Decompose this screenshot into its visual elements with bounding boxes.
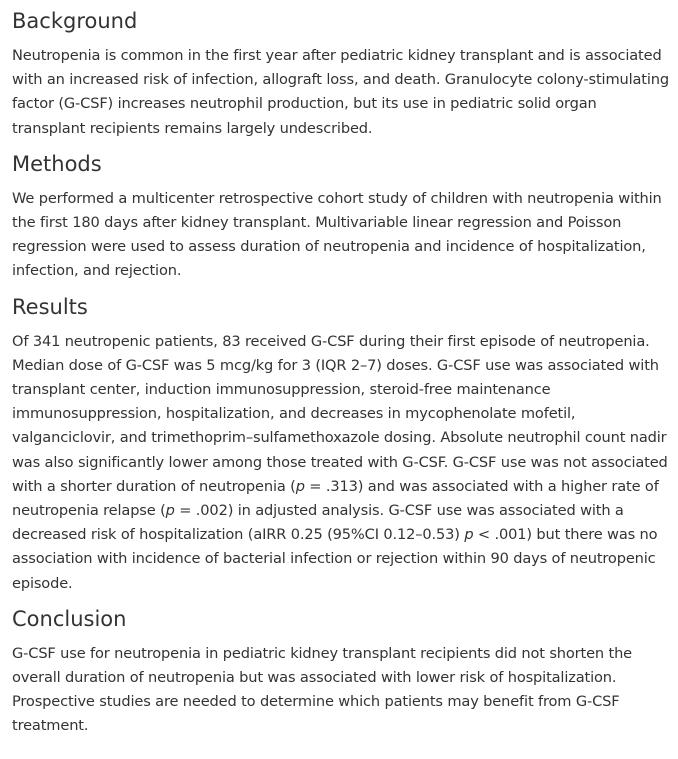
results-text-part-3: = .002) in adjusted analysis. G-CSF use was associated with a decreased risk of hospitalization (aIRR 0.25 (95%CI 0.12–0.53) xyxy=(12,502,624,544)
results-heading: Results xyxy=(12,294,88,319)
results-text-part-1: Of 341 neutropenic patients, 83 received G-CSF during their first episode of neutropenia. Median dose of G-CSF was 5 mcg/kg for 3 (IQR 2–7) doses. G-CSF use was associated with transplant center, induction immunosuppression, steroid-free maintenance immunosuppression, hospitalization, and decreases in mycophenolate mofetil, valganciclovir, and trimethoprim–sulfamethoxazole dosing. Absolute neutrophil count nadir was also significantly lower among those treated with G-CSF. G-CSF use was not associated with a shorter duration of neutropenia ( xyxy=(12,332,668,495)
methods-text: We performed a multicenter retrospective cohort study of children with neutropenia within the first 180 days after kidney transplant. Multivariable linear regression and Poisson regression were used to assess duration of neutropenia and incidence of hospitalization, infection, and rejection. xyxy=(12,189,662,280)
results-text xyxy=(12,330,672,596)
conclusion-section xyxy=(12,604,672,739)
p-value-symbol: p xyxy=(165,502,175,520)
p-value-symbol: p xyxy=(295,477,305,495)
background-section xyxy=(12,6,672,141)
background-text: Neutropenia is common in the first year after pediatric kidney transplant and is associated with an increased risk of infection, allograft loss, and death. Granulocyte colony-stimulating factor (G-CSF) increases neutrophil production, but its use in pediatric solid organ transplant recipients remains largely undescribed. xyxy=(12,47,669,137)
background-heading: Background xyxy=(12,9,138,33)
results-text-part-2: = .313) and was associated with a higher rate of neutropenia relapse ( xyxy=(12,477,659,520)
conclusion-text: G-CSF use for neutropenia in pediatric kidney transplant recipients did not shorten the overall duration of neutropenia but was associated with lower risk of hospitalization. Prospective studies are needed to determine which patients may benefit from G-CSF treatment. xyxy=(12,644,632,735)
methods-heading: Methods xyxy=(12,151,102,176)
results-section xyxy=(12,292,672,596)
conclusion-heading: Conclusion xyxy=(12,606,127,631)
results-text-part-4: < .001) but there was no association with incidence of bacterial infection or rejection within 90 days of neutropenic episode. xyxy=(12,526,658,592)
p-value-symbol: p xyxy=(464,526,474,544)
methods-section xyxy=(12,149,672,284)
